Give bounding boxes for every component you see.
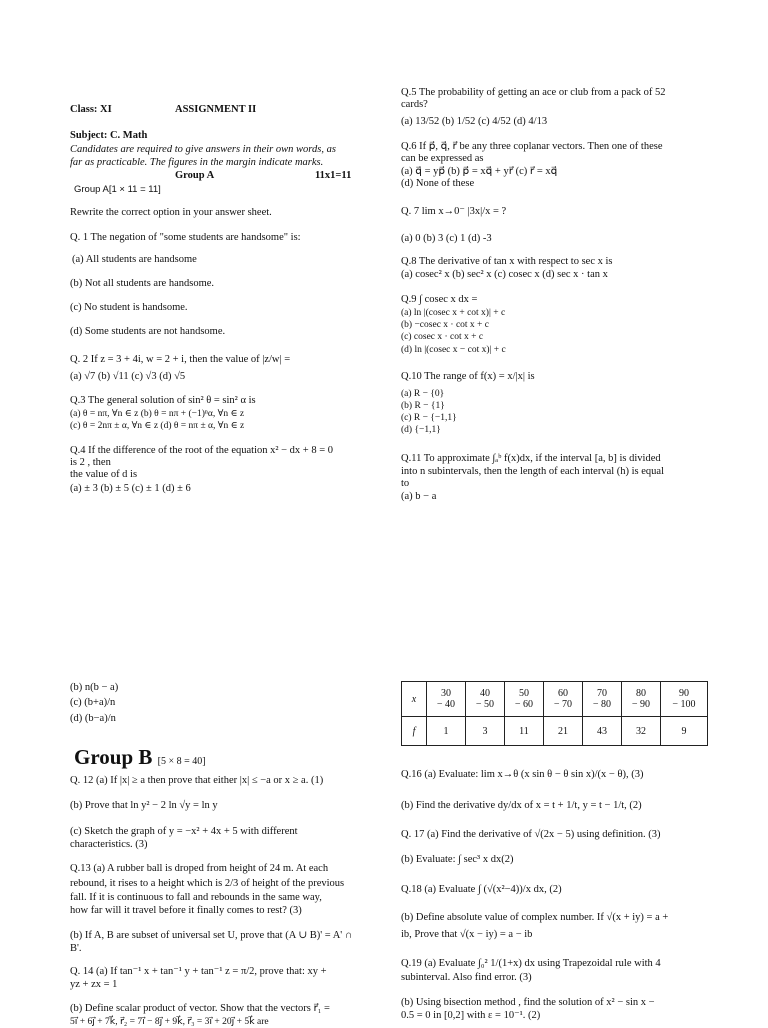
question-19b-line-2: 0.5 = 0 in [0,2] with ε = 10⁻¹. (2) bbox=[401, 1010, 541, 1021]
question-10-option-b: (b) R − {1} bbox=[401, 401, 445, 411]
question-12b: (b) Prove that ln y² − 2 ln √y = ln y bbox=[70, 800, 218, 811]
table-row-label-f: f bbox=[402, 717, 427, 746]
question-5-line-1: Q.5 The probability of getting an ace or club from a pack of 52 bbox=[401, 87, 666, 98]
table-row-f bbox=[402, 717, 708, 746]
question-4-line-3: the value of d is bbox=[70, 469, 138, 480]
question-11-line-1: Q.11 To approximate ∫ₐᵇ f(x)dx, if the interval [a, b] is divided bbox=[401, 453, 661, 464]
table-cell-text: 50 − 60 bbox=[514, 688, 534, 710]
question-9-option-b: (b) −cosec x · cot x + c bbox=[401, 320, 490, 330]
question-9-option-d: (d) ln |(cosec x − cot x)| + c bbox=[401, 345, 506, 355]
frequency-table bbox=[401, 681, 708, 746]
table-cell: 3 bbox=[466, 717, 505, 746]
question-10: Q.10 The range of f(x) = x/|x| is bbox=[401, 371, 535, 382]
question-1-option-c: (c) No student is handsome. bbox=[70, 302, 188, 313]
question-6-line-1: Q.6 If p⃗, q⃗, r⃗ be any three coplanar vectors. Then one of these bbox=[401, 141, 663, 152]
question-13-line-4: how far will it travel before it finally comes to rest? (3) bbox=[70, 905, 302, 916]
question-13-line-2: rebound, it rises to a height which is 2/3 of height of the previous bbox=[70, 878, 345, 889]
question-3-options-ab: (a) θ = nπ, ∀n ∈ z (b) θ = nπ + (−1)ⁿα, ∀n ∈ z bbox=[70, 409, 245, 419]
question-2-options: (a) √7 (b) √11 (c) √3 (d) √5 bbox=[70, 371, 186, 382]
question-11-option-a: (a) b − a bbox=[401, 491, 437, 502]
question-7-options: (a) 0 (b) 3 (c) 1 (d) -3 bbox=[401, 233, 492, 244]
question-11-option-b: (b) n(b − a) bbox=[70, 682, 119, 693]
table-cell: 32 bbox=[622, 717, 661, 746]
question-17b: (b) Evaluate: ∫ sec³ x dx(2) bbox=[401, 854, 514, 865]
table-cell: 21 bbox=[544, 717, 583, 746]
table-cell bbox=[661, 682, 708, 717]
question-1-option-d: (d) Some students are not handsome. bbox=[70, 326, 226, 337]
question-12c-line-2: characteristics. (3) bbox=[70, 839, 148, 850]
question-11-option-d: (d) (b−a)/n bbox=[70, 713, 116, 724]
question-10-option-c: (c) R − {−1,1} bbox=[401, 413, 457, 423]
question-5-options: (a) 13/52 (b) 1/52 (c) 4/52 (d) 4/13 bbox=[401, 116, 548, 127]
question-16a: Q.16 (a) Evaluate: lim x→θ (x sin θ − θ sin x)/(x − θ), (3) bbox=[401, 769, 644, 780]
group-b-marks: [5 × 8 = 40] bbox=[157, 756, 206, 767]
subject-label: Subject: C. Math bbox=[70, 130, 148, 141]
question-8-options: (a) cosec² x (b) sec² x (c) cosec x (d) sec x · tan x bbox=[401, 269, 608, 280]
question-17a: Q. 17 (a) Find the derivative of √(2x − 5) using definition. (3) bbox=[401, 829, 661, 840]
instructions-line-1: Candidates are required to give answers in their own words, as bbox=[70, 144, 336, 155]
table-cell-text: 60 − 70 bbox=[553, 688, 573, 710]
question-19a-line-1: Q.19 (a) Evaluate ∫₀² 1/(1+x) dx using Trapezoidal rule with 4 bbox=[401, 958, 661, 969]
table-cell bbox=[544, 682, 583, 717]
question-4-options: (a) ± 3 (b) ± 5 (c) ± 1 (d) ± 6 bbox=[70, 483, 191, 494]
question-1: Q. 1 The negation of "some students are handsome" is: bbox=[70, 232, 301, 243]
question-13b-line-1: (b) If A, B are subset of universal set U, prove that (A ∪ B)' = A' ∩ bbox=[70, 930, 353, 941]
table-cell-text: 40 − 50 bbox=[475, 688, 495, 710]
question-4-line-1: Q.4 If the difference of the root of the equation x² − dx + 8 = 0 bbox=[70, 445, 334, 456]
table-cell-text: 90 − 100 bbox=[672, 688, 696, 710]
question-14b-line-2: 5i⃗ + 6j⃗ + 7k⃗, r⃗₂ = 7i⃗ − 8j⃗ + 9k⃗, r⃗₃ = 3i⃗ + 20j⃗ + 5k⃗ are bbox=[70, 1017, 269, 1027]
question-9-option-c: (c) cosec x · cot x + c bbox=[401, 332, 484, 342]
question-3: Q.3 The general solution of sin² θ = sin² α is bbox=[70, 395, 256, 406]
question-10-option-a: (a) R − {0} bbox=[401, 389, 445, 399]
class-label: Class: XI bbox=[70, 104, 112, 115]
question-6-option-d: (d) None of these bbox=[401, 178, 475, 189]
table-cell-text: 70 − 80 bbox=[592, 688, 612, 710]
question-18b-line-2: ib, Prove that √(x − iy) = a − ib bbox=[401, 929, 533, 940]
question-8: Q.8 The derivative of tan x with respect to sec x is bbox=[401, 256, 613, 267]
question-5-line-2: cards? bbox=[401, 99, 428, 110]
question-14-line-2: yz + zx = 1 bbox=[70, 979, 118, 990]
question-2: Q. 2 If z = 3 + 4i, w = 2 + i, then the value of |z/w| = bbox=[70, 354, 291, 365]
question-13b-line-2: B'. bbox=[70, 943, 82, 954]
question-10-option-d: (d) {−1,1} bbox=[401, 425, 441, 435]
table-row-label-x: x bbox=[402, 682, 427, 717]
question-11-option-c: (c) (b+a)/n bbox=[70, 697, 116, 708]
assignment-title: ASSIGNMENT II bbox=[175, 104, 257, 115]
table-cell-text: 80 − 90 bbox=[631, 688, 651, 710]
group-b-heading bbox=[74, 745, 206, 770]
question-3-options-cd: (c) θ = 2nπ ± α, ∀n ∈ z (d) θ = nπ ± α, ∀n ∈ z bbox=[70, 421, 245, 431]
table-cell: 11 bbox=[505, 717, 544, 746]
question-16b: (b) Find the derivative dy/dx of x = t + 1/t, y = t − 1/t, (2) bbox=[401, 800, 642, 811]
question-4-line-2: is 2 , then bbox=[70, 457, 111, 468]
question-1-option-a: (a) All students are handsome bbox=[72, 254, 197, 265]
question-11-line-3: to bbox=[401, 478, 410, 489]
table-cell bbox=[583, 682, 622, 717]
table-cell: 9 bbox=[661, 717, 708, 746]
instructions-line-2: far as practicable. The figures in the margin indicate marks. bbox=[70, 157, 324, 168]
question-9: Q.9 ∫ cosec x dx = bbox=[401, 294, 478, 305]
question-13-line-3: fall. If it is continuous to fall and rebounds in the same way, bbox=[70, 892, 322, 903]
group-a-marks: 11x1=11 bbox=[315, 170, 352, 181]
question-1-option-b: (b) Not all students are handsome. bbox=[70, 278, 215, 289]
table-cell bbox=[505, 682, 544, 717]
question-14b-line-1: (b) Define scalar product of vector. Show that the vectors r⃗₁ = bbox=[70, 1003, 330, 1014]
table-row-x bbox=[402, 682, 708, 717]
question-18b-line-1: (b) Define absolute value of complex number. If √(x + iy) = a + bbox=[401, 912, 669, 923]
question-19a-line-2: subinterval. Also find error. (3) bbox=[401, 972, 532, 983]
table-cell: 43 bbox=[583, 717, 622, 746]
question-6-line-2: can be expressed as bbox=[401, 153, 484, 164]
group-b-title: Group B bbox=[74, 745, 153, 769]
group-a-heading: Group A bbox=[175, 170, 215, 181]
table-cell bbox=[427, 682, 466, 717]
question-12c-line-1: (c) Sketch the graph of y = −x² + 4x + 5 with different bbox=[70, 826, 298, 837]
question-19b-line-1: (b) Using bisection method , find the solution of x² − sin x − bbox=[401, 997, 655, 1008]
rewrite-instruction: Rewrite the correct option in your answer sheet. bbox=[70, 207, 272, 218]
question-12a: Q. 12 (a) If |x| ≥ a then prove that either |x| ≤ −a or x ≥ a. (1) bbox=[70, 775, 324, 786]
table-cell-text: 30 − 40 bbox=[436, 688, 456, 710]
question-11-line-2: into n subintervals, then the length of each interval (h) is equal bbox=[401, 466, 665, 477]
question-7: Q. 7 lim x→0⁻ |3x|/x = ? bbox=[401, 206, 507, 217]
group-a-small-label: Group A[1 × 11 = 11] bbox=[74, 184, 161, 195]
table-cell: 1 bbox=[427, 717, 466, 746]
table-cell bbox=[622, 682, 661, 717]
table-cell bbox=[466, 682, 505, 717]
question-9-option-a: (a) ln |(cosec x + cot x)| + c bbox=[401, 308, 506, 318]
question-14-line-1: Q. 14 (a) If tan⁻¹ x + tan⁻¹ y + tan⁻¹ z = π/2, prove that: xy + bbox=[70, 966, 327, 977]
question-6-options-abc: (a) q⃗ = yp⃗ (b) p⃗ = xq⃗ + yr⃗ (c) r⃗ = xq⃗ bbox=[401, 166, 558, 177]
question-18a: Q.18 (a) Evaluate ∫ (√(x²−4))/x dx, (2) bbox=[401, 884, 562, 895]
question-13-line-1: Q.13 (a) A rubber ball is droped from height of 24 m. At each bbox=[70, 863, 329, 874]
